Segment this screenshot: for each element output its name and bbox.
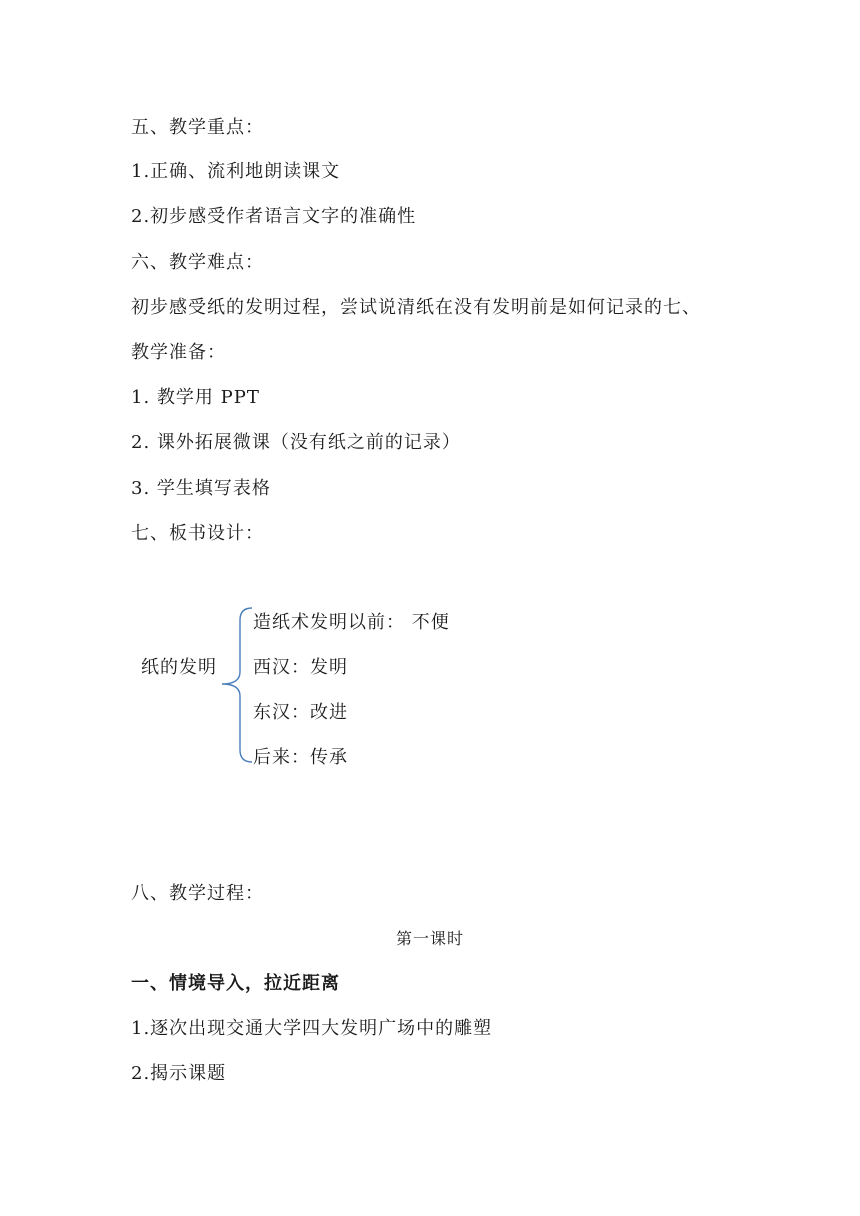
board-branch-4: 后来：传承 <box>253 747 348 768</box>
curly-brace-icon <box>216 606 256 766</box>
prep-item-3: 3. 学生填写表格 <box>131 478 271 499</box>
board-branch-1: 造纸术发明以前： 不便 <box>253 612 450 633</box>
focus-item-2: 2.初步感受作者语言文字的准确性 <box>131 206 417 227</box>
part1-item-2: 2.揭示课题 <box>131 1063 227 1084</box>
section6-heading: 六、教学难点： <box>131 252 264 273</box>
focus-item-1: 1.正确、流利地朗读课文 <box>131 161 341 182</box>
board-branch-3: 东汉：改进 <box>253 702 348 723</box>
prep-item-2: 2. 课外拓展微课（没有纸之前的记录） <box>131 432 461 453</box>
section7-heading: 七、板书设计： <box>131 523 264 544</box>
board-root-label: 纸的发明 <box>141 657 217 678</box>
lesson-title: 第一课时 <box>395 929 464 948</box>
difficulty-text-line2: 教学准备： <box>131 342 226 363</box>
difficulty-text-line1: 初步感受纸的发明过程，尝试说清纸在没有发明前是如何记录的七、 <box>131 297 701 318</box>
part1-heading: 一、情境导入，拉近距离 <box>131 973 340 994</box>
prep-item-1: 1. 教学用 PPT <box>131 387 260 408</box>
board-branch-2: 西汉：发明 <box>253 657 348 678</box>
section8-heading: 八、教学过程： <box>131 883 264 904</box>
section5-heading: 五、教学重点： <box>131 117 264 138</box>
part1-item-1: 1.逐次出现交通大学四大发明广场中的雕塑 <box>131 1018 493 1039</box>
